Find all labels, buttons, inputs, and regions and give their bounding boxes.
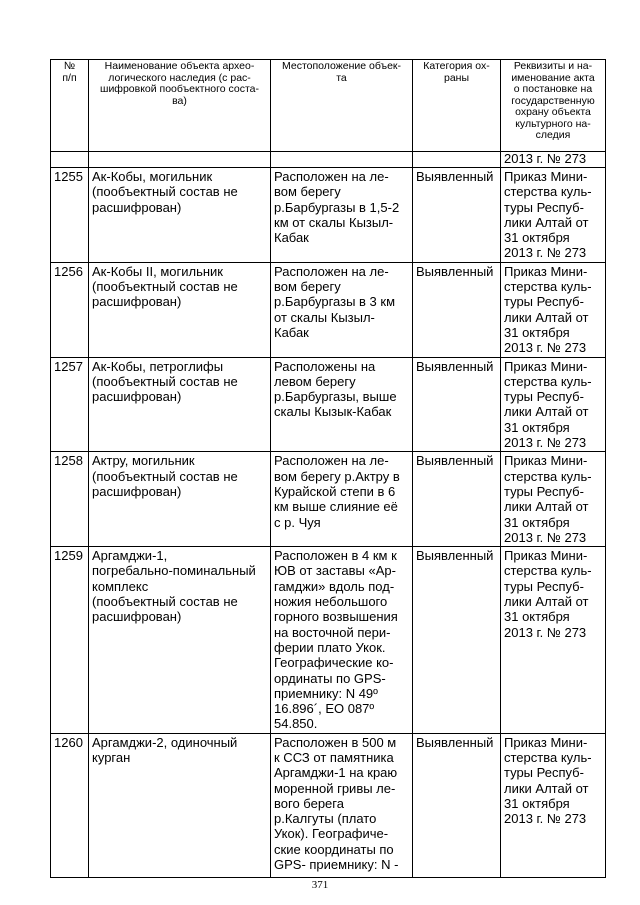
cell-num: 1255 [51, 168, 89, 263]
text-line: 31 октября [504, 419, 570, 435]
cell-category: Выявленный [413, 357, 501, 452]
text-line: с р. Чуя [274, 514, 321, 530]
text-line: Приказ Мини- [504, 453, 588, 469]
text-line: 2013 г. № 273 [504, 435, 587, 451]
text-line: ферии плато Укок. [274, 639, 386, 655]
text-line: комплекс [92, 578, 149, 594]
header-line: логического наследия (с рас- [108, 71, 251, 84]
text-line: Расположен на ле- [274, 453, 389, 469]
header-location [271, 60, 413, 152]
header-line: раны [443, 71, 470, 84]
text-line: Ак-Кобы II, могильник [92, 263, 223, 279]
text-line: ординаты по GPS- [274, 670, 386, 686]
continuation-row [51, 152, 606, 168]
text-line: лики Алтай от [504, 594, 589, 610]
header-act-details [501, 60, 606, 152]
text-line: 31 октября [504, 324, 570, 340]
table-row [51, 357, 606, 452]
text-line: км выше слияние её [274, 499, 398, 515]
text-line: Расположен на ле- [274, 263, 389, 279]
heritage-register-table [50, 59, 606, 878]
text-line: левом берегу [274, 373, 356, 389]
table-row [51, 547, 606, 734]
text-line: Приказ Мини- [504, 548, 588, 564]
text-line: Ак-Кобы, могильник [92, 169, 213, 184]
text-line: (пообъектный состав не [92, 468, 238, 484]
text-line: лики Алтай от [504, 404, 589, 420]
text-line: ЮВ от заставы «Ар- [274, 563, 396, 579]
text-line: к ССЗ от памятника [274, 749, 394, 765]
text-line: Аргамджи-1 на краю [274, 765, 398, 781]
cell-category: Выявленный [413, 733, 501, 877]
text-line: Актру, могильник [92, 453, 195, 469]
cell-name [89, 357, 271, 452]
text-line: р.Калгуты (плато [274, 811, 377, 827]
cell-location [271, 452, 413, 547]
text-line: вом берегу [274, 184, 341, 200]
header-number [51, 60, 89, 152]
text-line: Курайской степи в 6 [274, 483, 396, 499]
text-line: GPS- приемнику: N - [274, 857, 399, 873]
text-line: расшифрован) [92, 294, 182, 310]
page-number: 371 [311, 879, 329, 891]
header-line: шифровкой пообъектного соста- [100, 83, 259, 95]
text-line: погребально-поминальный [92, 563, 256, 579]
cell-category [413, 152, 501, 168]
header-line: Реквизиты и на- [513, 60, 593, 72]
text-line: Расположен в 500 м [274, 734, 397, 750]
cell-location [271, 262, 413, 357]
header-line: государственную [511, 94, 595, 107]
cell-name [89, 262, 271, 357]
text-line: Расположены на [274, 358, 376, 374]
text-line: Приказ Мини- [504, 734, 588, 750]
text-line: км от скалы Кызыл- [274, 214, 394, 230]
header-line: ва) [172, 94, 187, 107]
text-line: (пообъектный состав не [92, 373, 238, 389]
text-line: 31 октября [504, 609, 570, 625]
text-line: на восточной пери- [274, 624, 391, 640]
text-line: Приказ Мини- [504, 358, 588, 374]
text-line: Ак-Кобы, петроглифы [92, 358, 224, 374]
cell-num: 1259 [51, 547, 89, 734]
text-line: туры Респуб- [504, 389, 584, 405]
cell-act [501, 733, 606, 877]
text-line: туры Респуб- [504, 578, 584, 594]
header-line: Категория ох- [423, 60, 490, 72]
text-line: (пообъектный состав не [92, 184, 238, 200]
text-line: (пообъектный состав не [92, 279, 238, 295]
table-row [51, 262, 606, 357]
text-line: горного возвышения [274, 609, 398, 625]
table-header-row [51, 60, 606, 152]
text-line: Кабак [274, 324, 309, 340]
text-line: ские координаты по [274, 841, 394, 857]
text-line: туры Респуб- [504, 199, 584, 215]
text-line: стерства куль- [504, 279, 592, 295]
text-line: Географические ко- [274, 655, 394, 671]
header-line: следия [535, 129, 571, 141]
header-line: п/п [62, 71, 77, 84]
text-line: расшифрован) [92, 609, 182, 625]
text-line: ножия небольшого [274, 594, 388, 610]
text-line: лики Алтай от [504, 214, 589, 230]
table-row [51, 733, 606, 877]
cell-act [501, 547, 606, 734]
header-line: о постановке на [513, 83, 593, 95]
text-line: Кабак [274, 230, 309, 246]
text-line: 16.896´, ЕО 087º [274, 701, 375, 717]
text-line: вом берегу [274, 279, 341, 295]
cell-category: Выявленный [413, 262, 501, 357]
text-line: расшифрован) [92, 483, 182, 499]
header-category [413, 60, 501, 152]
cell-act [501, 452, 606, 547]
cell-name [89, 152, 271, 168]
text-line: курган [92, 749, 131, 765]
cell-category: Выявленный [413, 547, 501, 734]
header-line: Местоположение объек- [281, 60, 402, 72]
text-line: (пообъектный состав не [92, 594, 238, 610]
cell-location [271, 152, 413, 168]
text-line: туры Респуб- [504, 765, 584, 781]
cell-location [271, 733, 413, 877]
text-line: лики Алтай от [504, 780, 589, 796]
text-line: Приказ Мини- [504, 169, 588, 184]
text-line: приемнику: N 49º [274, 685, 378, 701]
text-line: моренной гривы ле- [274, 780, 396, 796]
text-line: стерства куль- [504, 749, 592, 765]
text-line: 2013 г. № 273 [504, 245, 587, 261]
table-body [51, 152, 606, 878]
header-line: именование акта [511, 71, 595, 84]
cell-num: 1260 [51, 733, 89, 877]
text-line: 2013 г. № 273 [504, 811, 587, 827]
text-line: р.Барбургазы в 1,5-2 [274, 199, 400, 215]
cell-category: Выявленный [413, 452, 501, 547]
text-line: скалы Кызык-Кабак [274, 404, 392, 420]
table-row [51, 168, 606, 263]
header-line: культурного на- [515, 117, 591, 130]
cell-name [89, 168, 271, 263]
cell-location [271, 357, 413, 452]
text-line: стерства куль- [504, 373, 592, 389]
text-line: от скалы Кызыл- [274, 309, 375, 325]
text-line: туры Респуб- [504, 483, 584, 499]
header-line: охрану объекта [515, 106, 591, 118]
text-line: 31 октября [504, 230, 570, 246]
text-line: стерства куль- [504, 184, 592, 200]
header-line: № [63, 60, 76, 72]
cell-act [501, 168, 606, 263]
cell-num: 1257 [51, 357, 89, 452]
text-line: р.Барбургазы в 3 км [274, 294, 396, 310]
cell-num: 1256 [51, 262, 89, 357]
text-line: 31 октября [504, 514, 570, 530]
cell-location [271, 547, 413, 734]
cell-category: Выявленный [413, 168, 501, 263]
cell-name [89, 733, 271, 877]
cell-act [501, 262, 606, 357]
text-line: лики Алтай от [504, 499, 589, 515]
header-object-name [89, 60, 271, 152]
table-row [51, 452, 606, 547]
text-line: стерства куль- [504, 468, 592, 484]
cell-num: 1258 [51, 452, 89, 547]
text-line: 54.850. [274, 716, 318, 732]
text-line: стерства куль- [504, 563, 592, 579]
cell-act [501, 357, 606, 452]
text-line: Укок). Географиче- [274, 826, 389, 842]
text-line: расшифрован) [92, 389, 182, 405]
cell-location [271, 168, 413, 263]
text-line: расшифрован) [92, 199, 182, 215]
text-line: лики Алтай от [504, 309, 589, 325]
text-line: Расположен в 4 км к [274, 548, 397, 564]
text-line: гамджи» вдоль под- [274, 578, 395, 594]
cell-name [89, 452, 271, 547]
cell-num [51, 152, 89, 168]
text-line: 2013 г. № 273 [504, 529, 587, 545]
header-line: Наименование объекта архео- [104, 60, 255, 72]
header-line: та [336, 71, 347, 84]
cell-name [89, 547, 271, 734]
text-line: Аргамджи-1, [92, 548, 168, 564]
cell-act-continuation: 2013 г. № 273 [501, 152, 606, 168]
text-line: 2013 г. № 273 [504, 340, 587, 356]
text-line: вом берегу р.Актру в [274, 468, 400, 484]
text-line: Приказ Мини- [504, 263, 588, 279]
text-line: 2013 г. № 273 [504, 624, 587, 640]
text-line: туры Респуб- [504, 294, 584, 310]
text-line: Аргамджи-2, одиночный [92, 734, 238, 750]
text-line: вого берега [274, 795, 344, 811]
text-line: 31 октября [504, 795, 570, 811]
text-line: р.Барбургазы, выше [274, 389, 397, 405]
text-line: Расположен на ле- [274, 169, 389, 184]
